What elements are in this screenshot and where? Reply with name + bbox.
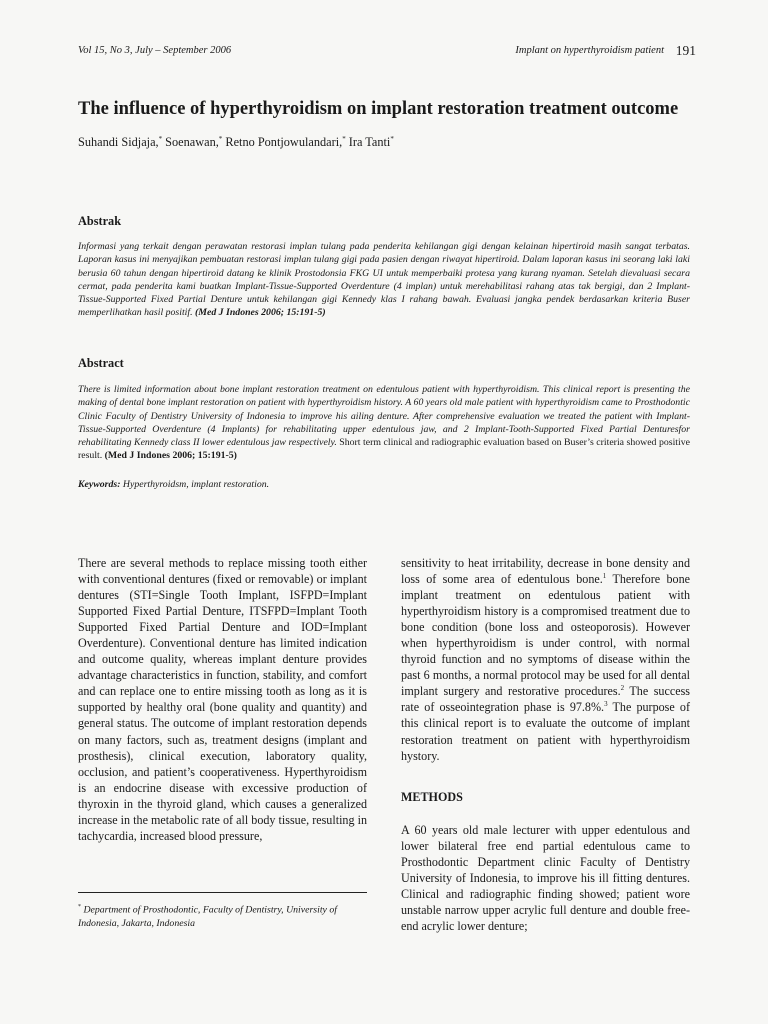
author-list (78, 135, 394, 150)
author-affiliation-mark: * (390, 135, 394, 143)
running-title: Implant on hyperthyroidism patient (515, 45, 664, 56)
keywords (78, 479, 269, 490)
journal-volume-info: Vol 15, No 3, July – September 2006 (78, 45, 232, 56)
keywords-label: Keywords: (78, 479, 121, 490)
author-affiliation-mark: * (158, 135, 163, 143)
affiliation-footnote (78, 901, 373, 930)
body-left-column: There are several methods to replace missing tooth either with conventional dentures (fixed or removable) or implant dentures (STI=Single Tooth Implant, ISFPD=Implant Supported Fixed Partial Denture, ITSFPD=Implant Tooth Supported Fixed Partial Denture and IOD=Implant Overdenture). Conventional denture has limited indication and outcome quality, whereas implant denture provides advantage characteristics in function, stability, and comfort and can replace one to entire missing tooth as long as it is supported by healthy oral (bone quality and quantity) and general status. The outcome of implant restoration depends on many factors, such as, treatment designs (implant and prosthesis), clinical execution, laboratory quality, occlusion, and patient’s cooperativeness. Hyperthyroidism is an endocrine disease with excessive production of thyroxin in the thyroid gland, which causes a generalized increase in the metabolic rate of all body tissue, resulting in tachycardia, increased blood pressure, (78, 556, 367, 843)
running-header (78, 45, 696, 61)
abstract-heading: Abstract (78, 356, 124, 370)
keywords-text: Hyperthyroidsm, implant restoration. (120, 479, 270, 490)
footnote-divider (78, 892, 367, 893)
body-text: The success rate of osseointegration phase is 97.8%. (401, 684, 690, 715)
body-text: sensitivity to heat irritability, decrease in bone density and loss of some area of edentulous bone. (401, 556, 690, 587)
abstrak-body: Informasi yang terkait dengan perawatan restorasi implan tulang pada penderita kehilangan gigi dengan kelainan hipertiroid masih sangat terbatas. Laporan kasus ini menyajikan pembuatan restorasi implan tulang gigi pada pasien dengan riwayat hipertiroid. Dalam laporan kasus ini seorang laki laki berusia 60 tahun dengan hipertiroid datang ke klinik Prostodonsia FKG UI untuk memperbaiki protesa yang kurang nyaman. Setelah dievaluasi secara cermat, pada penderita kami buatkan Implant-Tissue-Supported Overdenture (4 implan) untuk merehabilitasi rahang atas tak bergigi, dan 2 Implant-Tissue-Supported Fixed Partial Denture untuk kehilangan gigi Kennedy klas I rahang bawah. Evaluasi jangka pendek berdasarkan kriteria Buser memperlihatkan hasil positif. (78, 241, 690, 319)
abstract-text (78, 383, 690, 463)
author-affiliation-mark: * (218, 135, 223, 143)
abstrak-text (78, 240, 690, 320)
body-right-column (401, 555, 690, 764)
abstract-tail-text: Short term clinical and radiographic evaluation based on Buser’s criteria showed positive result. (78, 437, 690, 462)
reference-mark: 1 (602, 572, 607, 581)
methods-heading: METHODS (401, 790, 463, 804)
abstract-body: There is limited information about bone implant restoration treatment on edentulous patient with hyperthyroidism. This clinical report is presenting the making of dental bone implant restoration on patient with hyperthyroidism history. A 60 years old male patient with hyperthyroidism came to Prosthodontic Clinic Faculty of Dentistry University of Indonesia to improve his ailing denture. After comprehensive evaluation we treated the patient with Implant-Tissue-Supported Overdenture (4 Implants) for rehabilitating upper edentulous jaw, and 2 Implant-Tooth-Supported Fixed Partial Denturesfor rehabilitating Kennedy class II lower edentulous jaw respectively. (78, 384, 690, 449)
reference-mark: 2 (620, 684, 625, 693)
reference-mark: 3 (604, 700, 608, 709)
author-name: Soenawan, (162, 135, 219, 150)
author-name: Suhandi Sidjaja, (78, 135, 159, 150)
author-affiliation-mark: * (342, 135, 346, 143)
abstract-citation: (Med J Indones 2006; 15:191-5) (104, 450, 237, 462)
author-name: Retno Pontjowulandari, (222, 135, 343, 150)
author-name: Ira Tanti (345, 135, 391, 150)
methods-text: A 60 years old male lecturer with upper edentulous and lower bilateral free end partial edentulous came to Prosthodontic Department clinic Faculty of Dentistry University of Indonesia, to improve his ill fitting dentures. Clinical and radiographic finding showed; patient wore unstable narrow upper acrylic full denture and double free-end acrylic lower denture; (401, 823, 690, 934)
abstrak-heading: Abstrak (78, 214, 122, 228)
page-number: 191 (675, 43, 696, 58)
article-title: The influence of hyperthyroidism on implant restoration treatment outcome (78, 99, 679, 119)
footnote-mark: * (78, 904, 81, 910)
footnote-text: Department of Prosthodontic, Faculty of Dentistry, University of Indonesia, Jakarta, Indonesia (78, 904, 337, 929)
body-text: Therefore bone implant treatment on edentulous patient with hyperthyroidism history is a compromised treatment due to bone condition (bone loss and osteoporosis). However when hyperthyroidism is under control, with normal thyroid function and no symptoms of disease within the past 6 months, a normal protocol may be used for all dental implant surgery and restorative procedures. (401, 572, 690, 699)
body-text: The purpose of this clinical report is to evaluate the outcome of implant restoration treatment on patient with hyperthyroidism hystory. (401, 700, 690, 763)
abstrak-citation: (Med J Indones 2006; 15:191-5) (195, 307, 326, 319)
